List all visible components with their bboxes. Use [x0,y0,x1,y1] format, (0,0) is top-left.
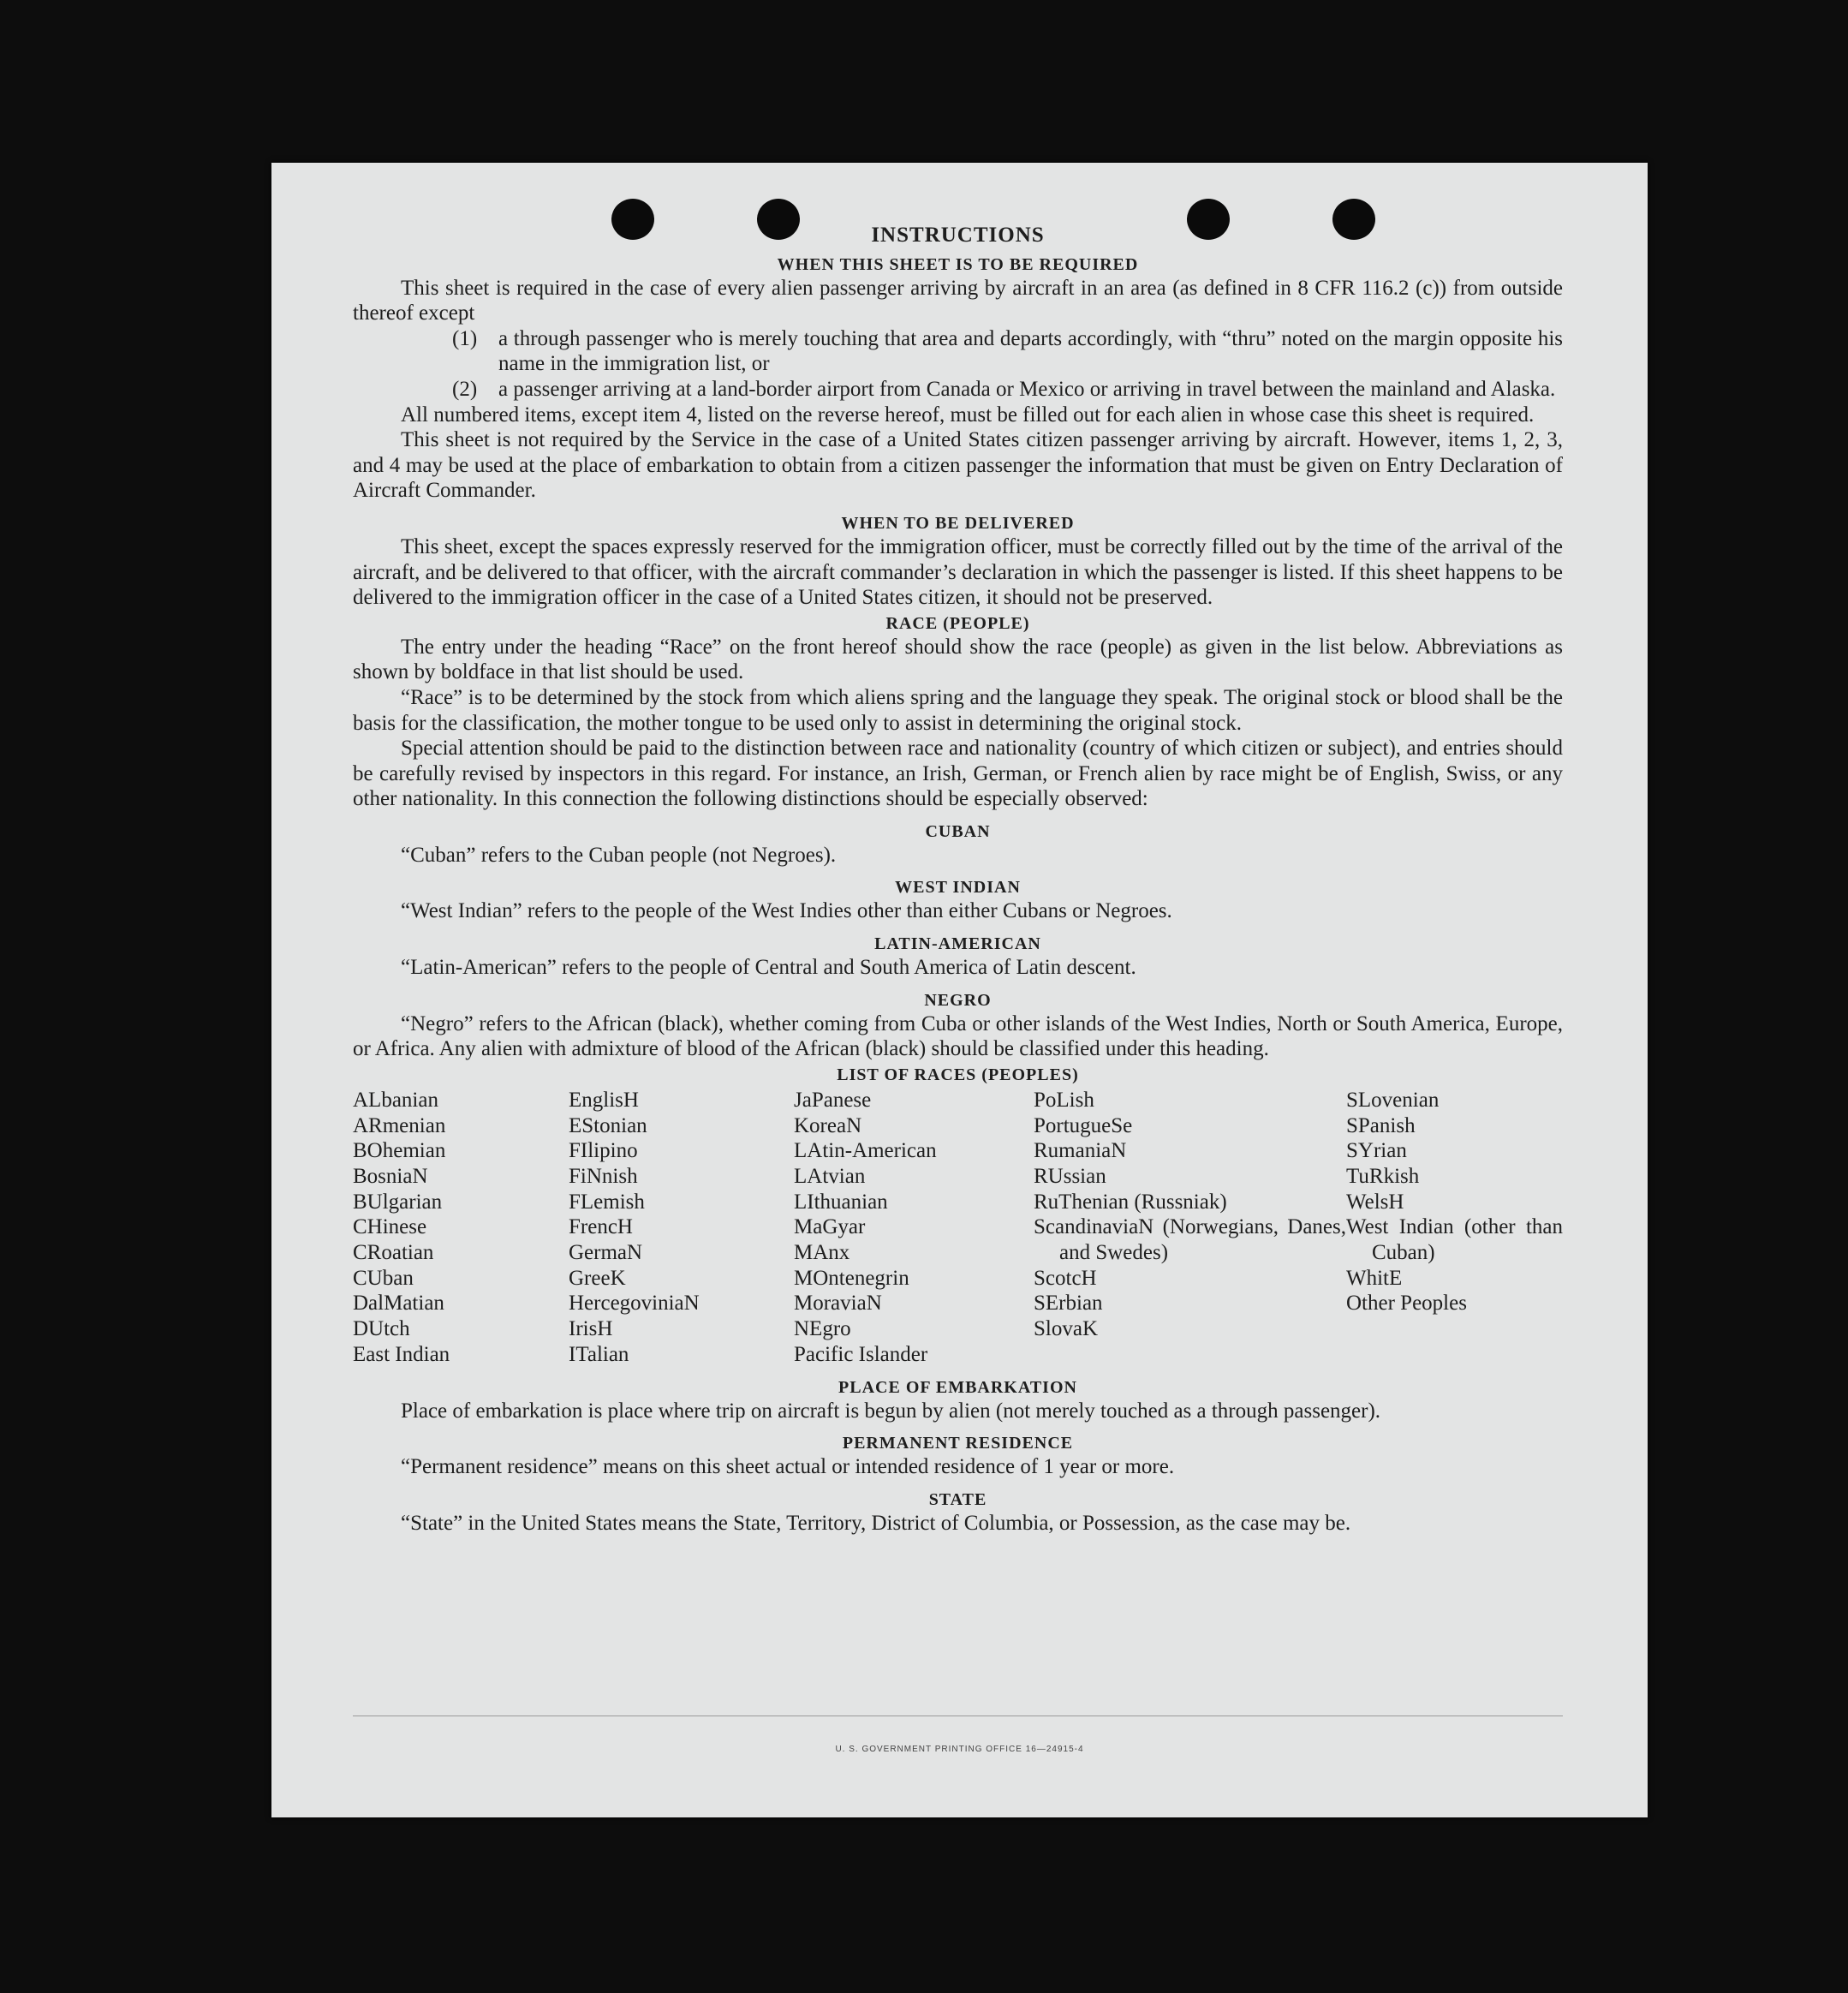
race-entry: WelsH [1346,1190,1404,1214]
race-entry: IrisH [569,1317,613,1341]
paragraph: The entry under the heading “Race” on the front hereof should show the race (people) as given in the list below. Abbreviations as shown by boldface in that list should be used. [353,635,1563,684]
paragraph: Special attention should be paid to the distinction between race and nationality (country of which citizen or subject), and entries should be carefully revised by inspectors in this regard. For instance, an Irish, German, or French alien by race might be of English, Swiss, or any other nationality. In this connection the following distinctions should be especially observed: [353,737,1563,811]
race-entry: BUlgarian [353,1190,443,1214]
document-title: INSTRUCTIONS [871,224,1045,247]
race-entry: CRoatian [353,1241,434,1265]
race-entry: HercegoviniaN [569,1292,700,1316]
document-body [353,223,1563,1536]
paragraph: “State” in the United States means the State, Territory, District of Columbia, or Possession, as the case may be. [401,1511,1351,1535]
section-heading-cuban: CUBAN [925,821,991,841]
race-entry: RumaniaN [1034,1139,1127,1163]
race-entry: LAtvian [794,1164,866,1188]
race-column [1034,1088,1346,1368]
list-item [452,377,1563,403]
race-entry: PortugueSe [1034,1113,1133,1137]
printer-imprint: U. S. GOVERNMENT PRINTING OFFICE 16—24915-4 [835,1745,1084,1754]
race-entry: RUssian [1034,1164,1106,1188]
paragraph: “Negro” refers to the African (black), whether coming from Cuba or other islands of the West Indies, North or South America, Europe, or Africa. Any alien with admixture of blood of the African (black) should be classified under this heading. [353,1011,1563,1061]
race-entry: ARmenian [353,1113,446,1137]
race-entry: DalMatian [353,1292,444,1316]
race-column [794,1088,1034,1368]
paragraph: This sheet is required in the case of every alien passenger arriving by aircraft in an area (as defined in 8 CFR 116.2 (c)) from outside thereof except [353,276,1563,325]
race-entry: SYrian [1346,1139,1407,1163]
race-entry: EnglisH [569,1088,639,1112]
race-entry: CUban [353,1266,414,1290]
paragraph: All numbered items, except item 4, listed on the reverse hereof, must be filled out for each alien in whose case this sheet is required. [401,403,1535,427]
paragraph: “Cuban” refers to the Cuban people (not Negroes). [401,843,837,867]
race-entry: West Indian (other than Cuban) [1346,1215,1563,1265]
race-entry: CHinese [353,1215,427,1239]
item-text: a through passenger who is merely touching that area and departs accordingly, with “thru” noted on the margin opposite his name in the immigration list, or [498,326,1563,376]
race-entry: LAtin-American [794,1139,937,1163]
race-entry: Pacific Islander [794,1342,928,1366]
section-heading-race: RACE (PEOPLE) [885,613,1030,633]
paragraph: “Race” is to be determined by the stock from which aliens spring and the language they speak. The original stock or blood shall be the basis for the classification, the mother tongue to be used only to assist in determining the original stock. [353,685,1563,735]
race-entry: JaPanese [794,1088,872,1112]
race-entry: MAnx [794,1241,850,1265]
race-entry: FLemish [569,1190,645,1214]
race-entry: FiNnish [569,1164,638,1188]
race-entry: BOhemian [353,1139,446,1163]
race-entry: PoLish [1034,1088,1094,1112]
race-entry: BosniaN [353,1164,428,1188]
race-entry: GreeK [569,1266,626,1290]
paragraph: “Latin-American” refers to the people of Central and South America of Latin descent. [401,956,1136,980]
race-entry: FrencH [569,1215,633,1239]
paragraph: This sheet, except the spaces expressly reserved for the immigration officer, must be correctly filled out by the time of the arrival of the aircraft, and be delivered to that officer, with the aircraft commander’s declaration in which the passenger is listed. If this sheet happens to be delivered to the immigration officer in the case of a United States citizen, it should not be preserved. [353,534,1563,610]
race-entry: WhitE [1346,1266,1403,1290]
section-heading-state: STATE [928,1489,987,1509]
list-item [452,326,1563,377]
race-list [353,1088,1563,1368]
race-entry: KoreaN [794,1113,862,1137]
section-heading-required: WHEN THIS SHEET IS TO BE REQUIRED [777,254,1139,274]
race-entry: DUtch [353,1317,410,1341]
race-entry: SLovenian [1346,1088,1440,1112]
section-heading-latin-american: LATIN-AMERICAN [874,934,1041,954]
race-entry: GermaN [569,1241,643,1265]
race-entry: LIthuanian [794,1190,888,1214]
race-entry: EStonian [569,1113,647,1137]
item-number: (1) [452,326,478,350]
race-entry: FIlipino [569,1139,638,1163]
race-entry: ScandinaviaN (Norwegians, Danes, and Swedes) [1034,1215,1346,1265]
paragraph: Place of embarkation is place where trip on aircraft is begun by alien (not merely touched as a through passenger). [401,1399,1381,1423]
section-heading-race-list: LIST OF RACES (PEOPLES) [837,1065,1079,1084]
race-entry: NEgro [794,1317,851,1341]
item-number: (2) [452,377,478,401]
section-heading-west-indian: WEST INDIAN [895,878,1021,898]
paragraph: “Permanent residence” means on this sheet actual or intended residence of 1 year or more. [401,1455,1175,1479]
section-heading-residence: PERMANENT RESIDENCE [842,1434,1074,1453]
race-entry: TuRkish [1346,1164,1420,1188]
race-entry: ALbanian [353,1088,438,1112]
race-entry: RuThenian (Russniak) [1034,1190,1227,1214]
paragraph: “West Indian” refers to the people of the West Indies other than either Cubans or Negroes. [401,899,1172,923]
race-entry: Other Peoples [1346,1292,1467,1316]
paragraph: This sheet is not required by the Service in the case of a United States citizen passenger arriving by aircraft. However, items 1, 2, 3, and 4 may be used at the place of embarkation to obtain from a citizen passenger the information that must be given on Entry Declaration of Aircraft Commander. [353,428,1563,503]
race-entry: MOntenegrin [794,1266,909,1290]
race-column [569,1088,794,1368]
race-entry: MoraviaN [794,1292,882,1316]
section-heading-negro: NEGRO [924,990,992,1010]
race-entry: MaGyar [794,1215,866,1239]
race-column [1346,1088,1563,1368]
race-entry: SPanish [1346,1113,1416,1137]
race-column [353,1088,569,1368]
section-heading-delivered: WHEN TO BE DELIVERED [841,513,1075,533]
item-text: a passenger arriving at a land-border airport from Canada or Mexico or arriving in travel between the mainland and Alaska. [498,377,1556,401]
race-entry: East Indian [353,1342,450,1366]
race-entry: SErbian [1034,1292,1103,1316]
document-sheet [271,163,1648,1817]
section-heading-embarkation: PLACE OF EMBARKATION [838,1377,1077,1397]
race-entry: ScotcH [1034,1266,1097,1290]
race-entry: SlovaK [1034,1317,1098,1341]
race-entry: ITalian [569,1342,629,1366]
